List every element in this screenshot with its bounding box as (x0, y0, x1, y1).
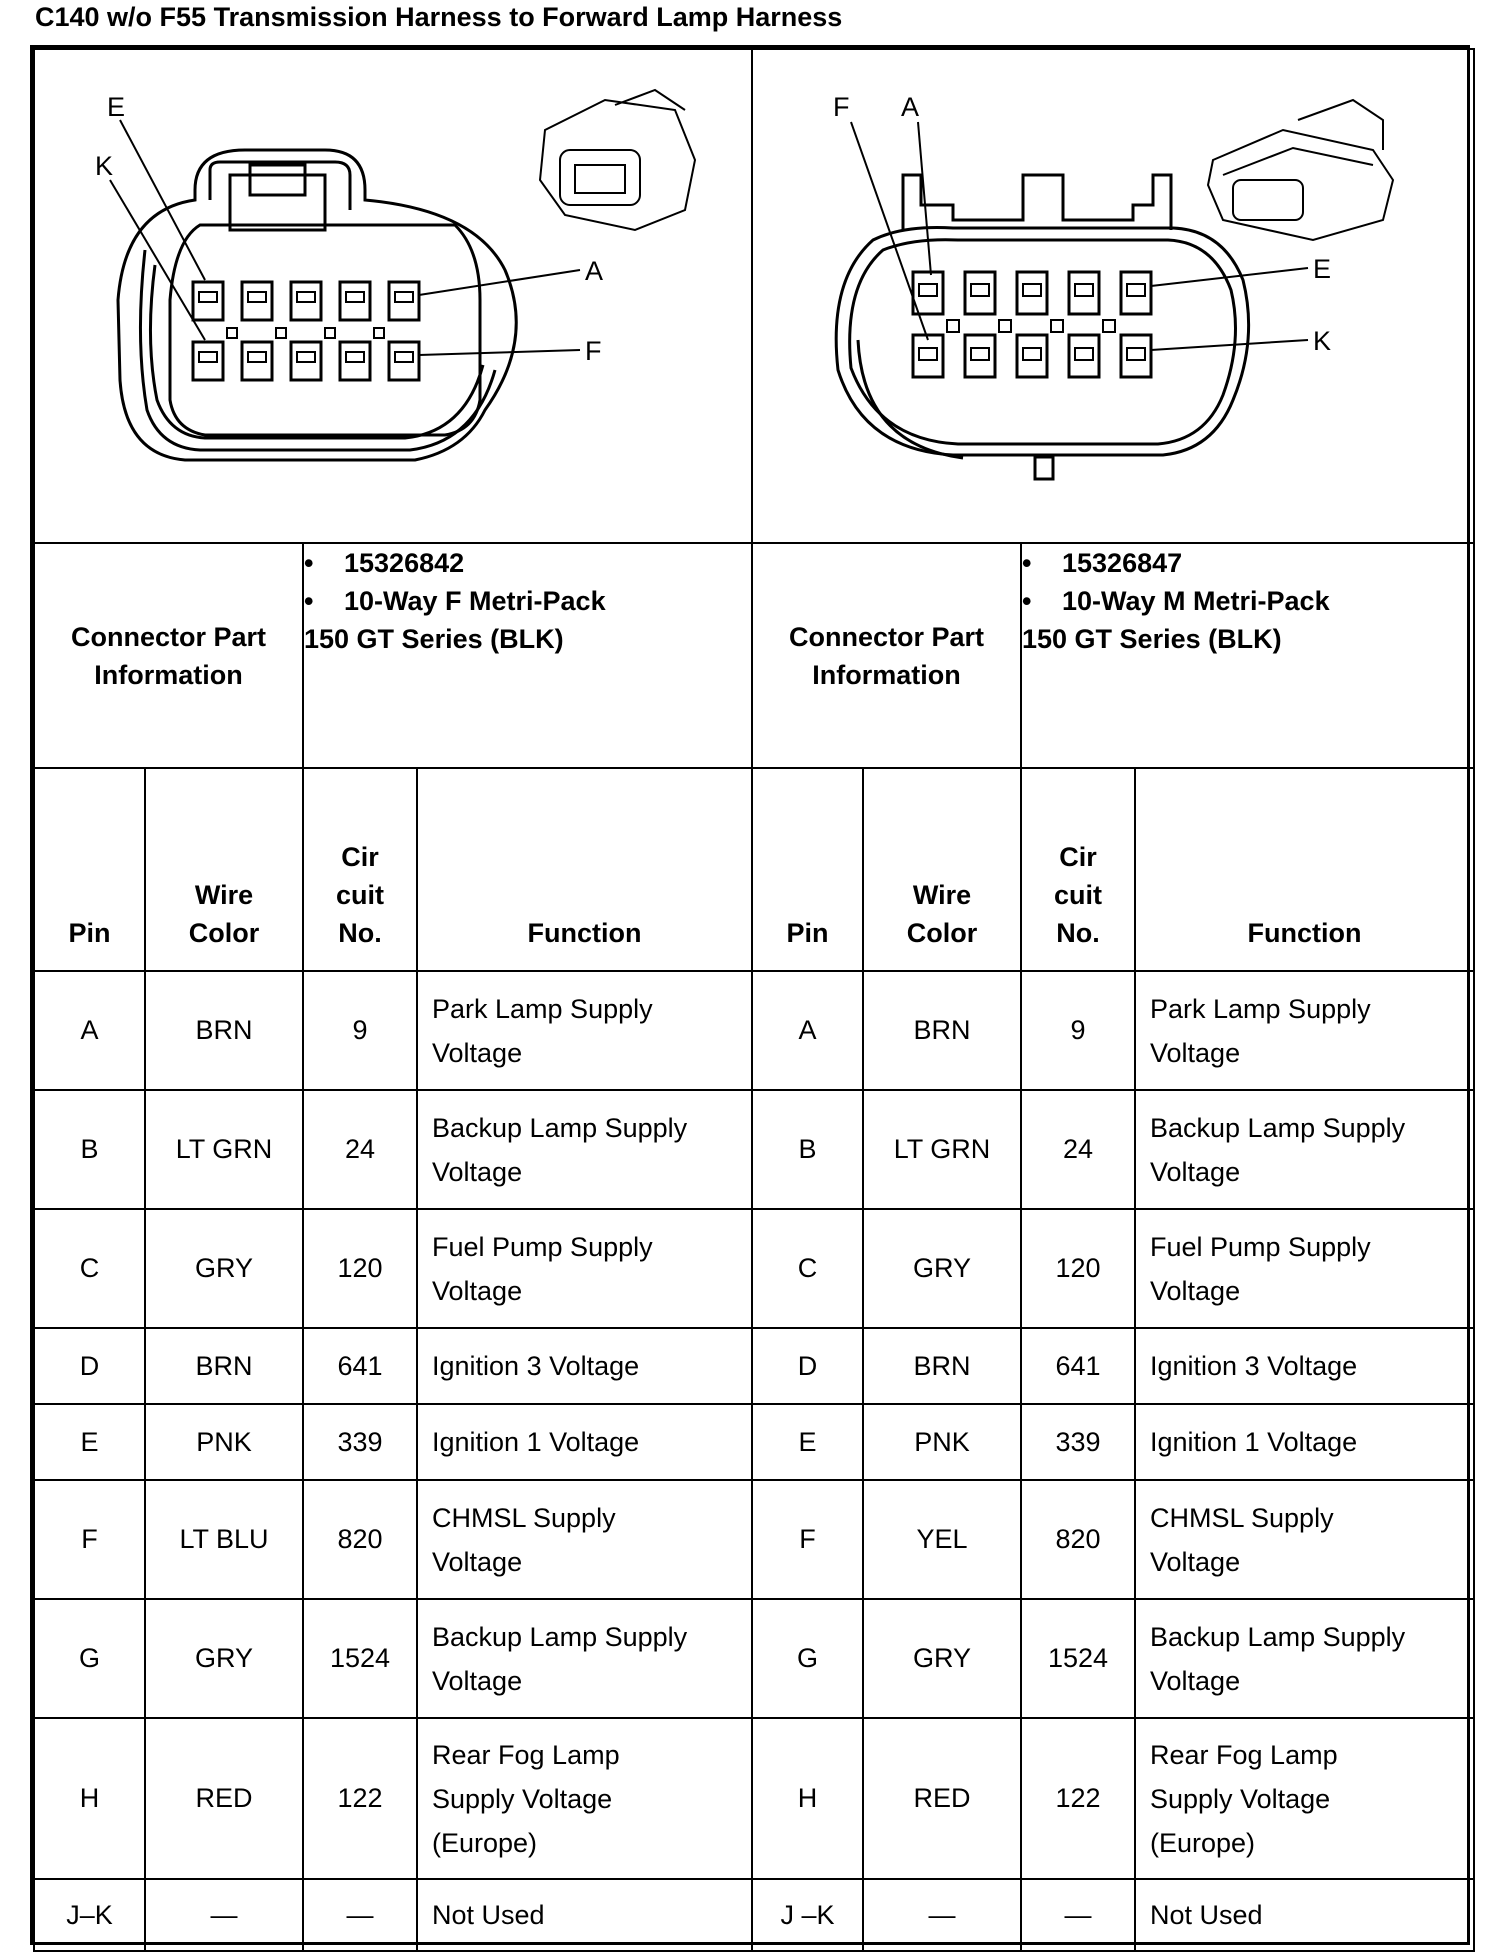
wire-color-cell: BRN (863, 1328, 1021, 1404)
table-row (34, 1480, 1474, 1599)
function-line: Backup Lamp Supply (1150, 1621, 1406, 1652)
header-pin: Pin (34, 768, 145, 971)
pin-cell: J–K (34, 1879, 145, 1951)
function-line: Ignition 1 Voltage (432, 1427, 640, 1457)
function-line: CHMSL Supply (432, 1502, 616, 1533)
part-number: 15326847 (1062, 548, 1183, 578)
function-line: Ignition 3 Voltage (1150, 1351, 1358, 1381)
pin-cell: H (752, 1718, 863, 1879)
function-line: Fuel Pump Supply (432, 1231, 653, 1262)
connector-sheet (30, 45, 1470, 1945)
pin-cell: J –K (752, 1879, 863, 1951)
wire-color-cell: YEL (863, 1480, 1021, 1599)
function-line: (Europe) (1150, 1827, 1256, 1858)
table-row (34, 971, 1474, 1090)
wire-color-cell: BRN (145, 971, 303, 1090)
wire-color-cell: LT GRN (863, 1090, 1021, 1209)
connector-table (33, 48, 1475, 1952)
function-cell (1135, 1328, 1474, 1404)
circuit-cell: — (1021, 1879, 1135, 1951)
header-function: Function (1135, 768, 1474, 971)
circuit-cell: 641 (303, 1328, 417, 1404)
wire-color-cell: — (145, 1879, 303, 1951)
table-row (34, 1404, 1474, 1480)
pin-cell: F (752, 1480, 863, 1599)
connector-part-info-label (752, 543, 1021, 768)
wire-color-cell: BRN (863, 971, 1021, 1090)
function-line: Ignition 1 Voltage (1150, 1427, 1358, 1457)
function-line: Backup Lamp Supply (1150, 1112, 1406, 1143)
pin-cell: F (34, 1480, 145, 1599)
part-type: 10-Way M Metri-Pack (1062, 586, 1330, 616)
table-row (34, 1879, 1474, 1951)
function-cell (1135, 1599, 1474, 1718)
pin-label-a: A (901, 92, 920, 122)
function-line: Ignition 3 Voltage (432, 1351, 640, 1381)
function-line: Voltage (1150, 1275, 1241, 1306)
function-cell (417, 1879, 752, 1951)
function-cell (1135, 1090, 1474, 1209)
function-line: Voltage (1150, 1037, 1241, 1068)
wire-color-cell: GRY (145, 1599, 303, 1718)
header-circuit-no: Cir cuit No. (1021, 768, 1135, 971)
pin-cell: E (34, 1404, 145, 1480)
circuit-cell: 641 (1021, 1328, 1135, 1404)
pin-label-f: F (585, 336, 602, 366)
wire-color-cell: PNK (145, 1404, 303, 1480)
wire-color-cell: LT BLU (145, 1480, 303, 1599)
wire-color-cell: PNK (863, 1404, 1021, 1480)
pin-cell: E (752, 1404, 863, 1480)
female-connector-diagram (34, 49, 752, 543)
circuit-cell: 9 (303, 971, 417, 1090)
function-line: Fuel Pump Supply (1150, 1231, 1371, 1262)
circuit-cell: 820 (1021, 1480, 1135, 1599)
connector-part-info-text: Connector Part Information (70, 621, 267, 690)
pin-rows (34, 971, 1474, 1951)
female-connector-face-drawing (35, 50, 753, 542)
function-cell (1135, 1718, 1474, 1879)
function-line: (Europe) (432, 1827, 538, 1858)
wire-color-cell: GRY (863, 1209, 1021, 1328)
function-line: Backup Lamp Supply (432, 1621, 688, 1652)
part-number: 15326842 (344, 548, 465, 578)
circuit-cell: 120 (303, 1209, 417, 1328)
pin-cell: B (752, 1090, 863, 1209)
function-line: Voltage (1150, 1156, 1241, 1187)
circuit-cell: 820 (303, 1480, 417, 1599)
page-title: C140 w/o F55 Transmission Harness to Forward Lamp Harness (35, 2, 843, 32)
pin-cell: C (752, 1209, 863, 1328)
function-line: Not Used (432, 1900, 545, 1930)
header-wire-color: Wire Color (863, 768, 1021, 971)
header-circuit-no: Cir cuit No. (303, 768, 417, 971)
function-cell (417, 1328, 752, 1404)
wire-color-cell: RED (863, 1718, 1021, 1879)
function-line: Voltage (432, 1156, 523, 1187)
connector-part-info-text: Connector Part Information (788, 621, 985, 690)
function-cell (417, 1209, 752, 1328)
column-header-row (34, 768, 1474, 971)
function-cell (417, 1599, 752, 1718)
pin-label-e: E (1313, 254, 1332, 284)
wire-color-cell: GRY (863, 1599, 1021, 1718)
circuit-cell: 24 (1021, 1090, 1135, 1209)
pin-label-e: E (107, 92, 126, 122)
function-cell (417, 1404, 752, 1480)
pin-label-f: F (833, 92, 850, 122)
wire-color-cell: GRY (145, 1209, 303, 1328)
circuit-cell: 24 (303, 1090, 417, 1209)
connector-part-info-label (34, 543, 303, 768)
header-function: Function (417, 768, 752, 971)
pin-cell: D (34, 1328, 145, 1404)
function-line: Rear Fog Lamp (1150, 1739, 1338, 1770)
function-line: Supply Voltage (1150, 1783, 1331, 1814)
connector-part-info-value (1021, 543, 1474, 768)
wire-color-cell: RED (145, 1718, 303, 1879)
function-line: Voltage (432, 1665, 523, 1696)
pin-label-a: A (585, 256, 604, 286)
function-cell (417, 1090, 752, 1209)
function-cell (1135, 1879, 1474, 1951)
wire-color-cell: LT GRN (145, 1090, 303, 1209)
circuit-cell: 1524 (303, 1599, 417, 1718)
pin-cell: G (34, 1599, 145, 1718)
pin-label-k: K (1313, 326, 1332, 356)
circuit-cell: 339 (303, 1404, 417, 1480)
function-line: CHMSL Supply (1150, 1502, 1334, 1533)
part-type: 10-Way F Metri-Pack (344, 586, 606, 616)
pin-cell: A (752, 971, 863, 1090)
wire-color-cell: BRN (145, 1328, 303, 1404)
circuit-cell: 1524 (1021, 1599, 1135, 1718)
pin-cell: D (752, 1328, 863, 1404)
function-line: Backup Lamp Supply (432, 1112, 688, 1143)
header-pin: Pin (752, 768, 863, 971)
function-cell (417, 971, 752, 1090)
pin-cell: H (34, 1718, 145, 1879)
function-cell (1135, 1480, 1474, 1599)
male-connector-face-drawing (753, 50, 1471, 542)
bullet: • (1022, 548, 1032, 578)
function-line: Voltage (1150, 1665, 1241, 1696)
circuit-cell: 120 (1021, 1209, 1135, 1328)
function-cell (1135, 1404, 1474, 1480)
function-line: Not Used (1150, 1900, 1263, 1930)
function-cell (1135, 971, 1474, 1090)
pin-cell: A (34, 971, 145, 1090)
function-cell (417, 1718, 752, 1879)
circuit-cell: 122 (1021, 1718, 1135, 1879)
function-line: Rear Fog Lamp (432, 1739, 620, 1770)
part-series: 150 GT Series (BLK) (304, 624, 564, 654)
circuit-cell: — (303, 1879, 417, 1951)
function-cell (417, 1480, 752, 1599)
function-line: Voltage (1150, 1546, 1241, 1577)
bullet: • (1022, 586, 1032, 616)
function-line: Voltage (432, 1546, 523, 1577)
pin-cell: G (752, 1599, 863, 1718)
male-connector-diagram (752, 49, 1474, 543)
table-row (34, 1599, 1474, 1718)
part-series: 150 GT Series (BLK) (1022, 624, 1282, 654)
bullet: • (304, 586, 314, 616)
table-row (34, 1209, 1474, 1328)
pin-cell: B (34, 1090, 145, 1209)
pin-label-k: K (95, 151, 114, 181)
pin-cell: C (34, 1209, 145, 1328)
wire-color-cell: — (863, 1879, 1021, 1951)
function-line: Park Lamp Supply (1150, 993, 1371, 1024)
table-row (34, 1328, 1474, 1404)
function-line: Voltage (432, 1275, 523, 1306)
header-wire-color: Wire Color (145, 768, 303, 971)
bullet: • (304, 548, 314, 578)
table-row (34, 1718, 1474, 1879)
circuit-cell: 9 (1021, 971, 1135, 1090)
function-cell (1135, 1209, 1474, 1328)
function-line: Supply Voltage (432, 1783, 613, 1814)
function-line: Park Lamp Supply (432, 993, 653, 1024)
function-line: Voltage (432, 1037, 523, 1068)
connector-part-info-value (303, 543, 752, 768)
circuit-cell: 122 (303, 1718, 417, 1879)
circuit-cell: 339 (1021, 1404, 1135, 1480)
table-row (34, 1090, 1474, 1209)
